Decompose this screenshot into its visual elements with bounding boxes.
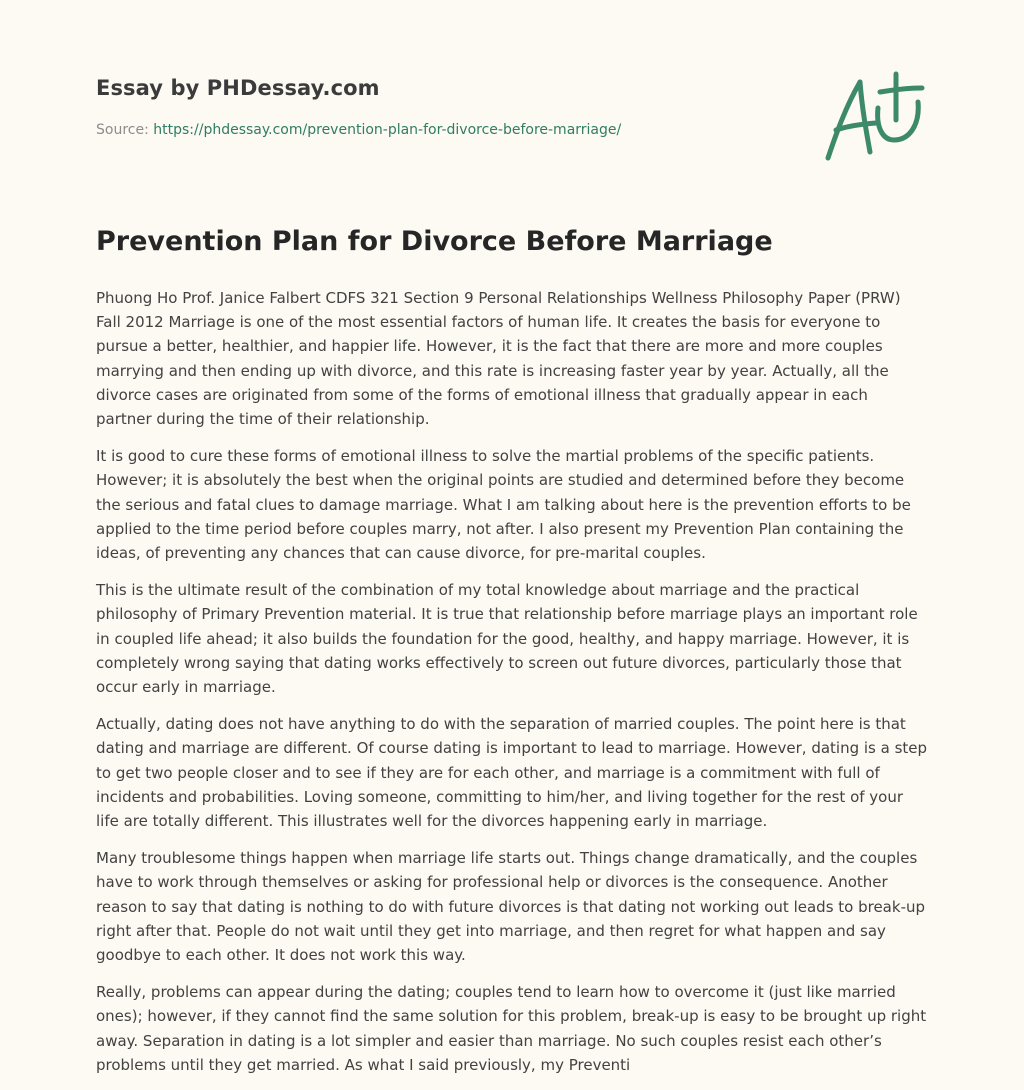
essay-body: [96, 286, 928, 1090]
essay-paragraph: Actually, dating does not have anything to do with the separation of married couples. The point here is that dating and marriage are different. Of course dating is important to lead to marriage. However, dating is a step to get two people closer and to see if they are for each other, and marriage is a commitment with full of incidents and probabilities. Loving someone, committing to him/her, and living together for the rest of your life are totally different. This illustrates well for the divorces happening early in marriage.: [96, 715, 928, 831]
essay-title: Prevention Plan for Divorce Before Marriage: [96, 226, 773, 257]
essay-header: [96, 76, 796, 138]
essay-paragraph: Really, problems can appear during the dating; couples tend to learn how to overcome it (just like married ones); however, if they cannot find the same solution for this problem, break-up is easy to be brought up right away. Separation in dating is a lot simpler and easier than marriage. No such couples resist each other’s problems until they get married. As what I said previously, my Preventi: [96, 983, 927, 1074]
source-line: [96, 122, 796, 138]
essay-paragraph: Phuong Ho Prof. Janice Falbert CDFS 321 Section 9 Personal Relationships Wellness Philosophy Paper (PRW) Fall 2012 Marriage is one of the most essential factors of human life. It creates the basis for everyone to pursue a better, healthier, and happier life. However, it is the fact that there are more and more couples marrying and then ending up with divorce, and this rate is increasing faster year by year. Actually, all the divorce cases are originated from some of the forms of emotional illness that gradually appear in each partner during the time of their relationship.: [96, 289, 901, 429]
essay-paragraph: Many troublesome things happen when marriage life starts out. Things change dramatically, and the couples have to work through themselves or asking for professional help or divorces is the consequence. Another reason to say that dating is nothing to do with future divorces is that dating not working out leads to break-up right after that. People do not wait until they get into marriage, and then regret for what happen and say goodbye to each other. It does not work this way.: [96, 849, 926, 965]
a-plus-icon: [822, 68, 926, 164]
essay-paragraph: This is the ultimate result of the combination of my total knowledge about marriage and the practical philosophy of Primary Prevention material. It is true that relationship before marriage plays an important role in coupled life ahead; it also builds the foundation for the good, healthy, and happy marriage. However, it is completely wrong saying that dating works effectively to screen out future divorces, particularly those that occur early in marriage.: [96, 581, 918, 697]
brand-title: Essay by PHDessay.com: [96, 76, 380, 100]
essay-paragraph: It is good to cure these forms of emotional illness to solve the martial problems of the specific patients. However; it is absolutely the best when the original points are studied and determined before they become the serious and fatal clues to damage marriage. What I am talking about here is the prevention efforts to be applied to the time period before couples marry, not after. I also present my Prevention Plan containing the ideas, of preventing any chances that can cause divorce, for pre-marital couples.: [96, 447, 911, 563]
source-label: Source:: [96, 122, 149, 138]
source-link[interactable]: https://phdessay.com/prevention-plan-for-divorce-before-marriage/: [153, 122, 622, 138]
